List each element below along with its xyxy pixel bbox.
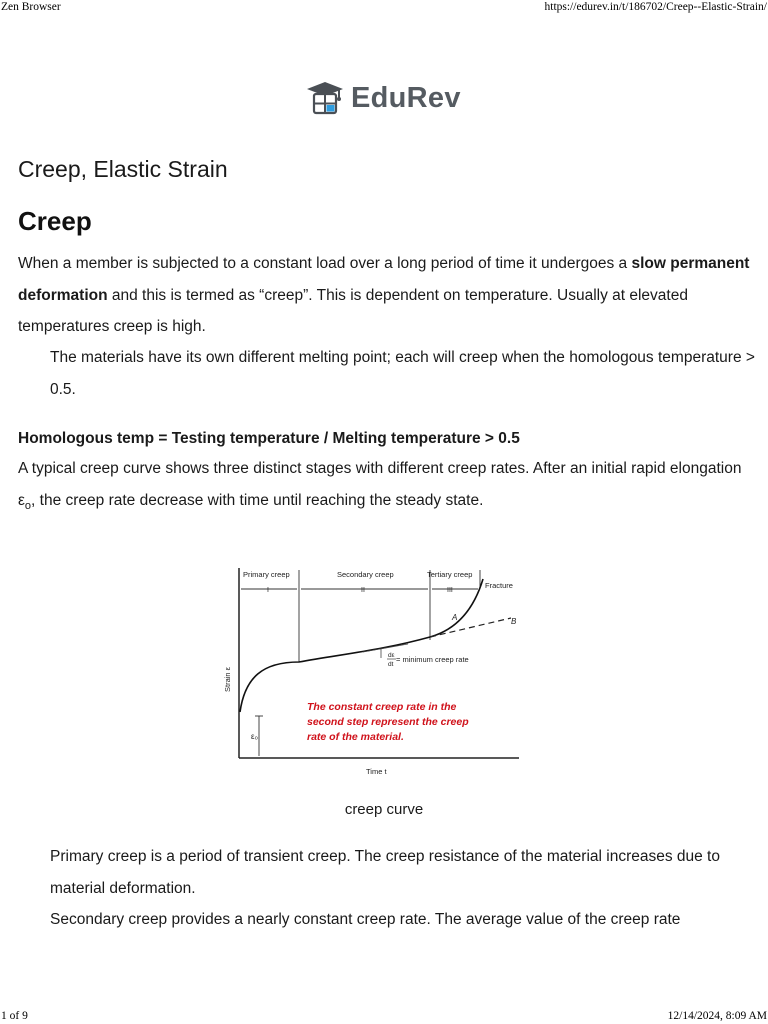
paragraph-primary-creep: Primary creep is a period of transient creep. The creep resistance of the material increases due to material deformation.	[50, 848, 720, 897]
label-min-rate: = minimum creep rate	[396, 655, 469, 664]
paragraph-creep-definition: When a member is subjected to a constant load over a long period of time it undergoes a slow permanent deformation and this is termed as “creep”. This is dependent on temperature. Usually at elevated temperatures creep is high.	[18, 255, 750, 335]
bold-term: slow permanent deformation	[18, 255, 750, 304]
label-curve-b: B	[511, 617, 517, 626]
label-fracture: Fracture	[485, 581, 513, 590]
label-time-axis: Time t	[366, 767, 387, 776]
browser-title: Zen Browser	[1, 1, 61, 13]
label-min-rate-num: dε	[388, 652, 395, 659]
creep-curve-figure	[223, 562, 533, 784]
print-datetime: 12/14/2024, 8:09 AM	[667, 1010, 767, 1022]
label-stage-3: III	[447, 587, 453, 594]
label-stage-2: II	[361, 587, 365, 594]
graduation-cap-icon	[305, 80, 345, 116]
label-stage-1: I	[267, 587, 269, 594]
label-min-rate-den: dt	[388, 661, 394, 668]
paragraph-melting-point: The materials have its own different melting point; each will creep when the homologous temperature > 0.5.	[50, 349, 755, 398]
paragraph-secondary-creep: Secondary creep provides a nearly constant creep rate. The average value of the creep rate	[50, 911, 681, 928]
label-tertiary-creep: Tertiary creep	[427, 570, 473, 579]
figure-note-line3: rate of the material.	[307, 731, 404, 743]
label-curve-a: A	[452, 613, 458, 622]
paragraph-creep-curve-intro: A typical creep curve shows three distinct stages with different creep rates. After an initial rapid elongation $\varepsilon_o$, the creep rate decrease with time until reaching the steady state.	[18, 460, 742, 512]
figure-caption: creep curve	[344, 801, 424, 818]
figure-note-line2: second step represent the creep	[307, 716, 469, 728]
edurev-logo[interactable]	[305, 78, 461, 118]
label-strain-axis: Strain ε	[223, 666, 232, 692]
section-heading-creep: Creep	[18, 206, 92, 236]
figure-note-line1: The constant creep rate in the	[307, 701, 457, 713]
logo-text: EduRev	[351, 81, 461, 114]
label-eps0: ε₀	[251, 732, 258, 741]
homologous-temp-formula: Homologous temp = Testing temperature / Melting temperature > 0.5	[18, 430, 520, 447]
label-secondary-creep: Secondary creep	[337, 570, 394, 579]
page-url[interactable]: https://edurev.in/t/186702/Creep--Elastic-Strain/	[544, 1, 767, 13]
label-primary-creep: Primary creep	[243, 570, 290, 579]
page-indicator: 1 of 9	[1, 1010, 28, 1022]
document-title: Creep, Elastic Strain	[18, 156, 228, 182]
